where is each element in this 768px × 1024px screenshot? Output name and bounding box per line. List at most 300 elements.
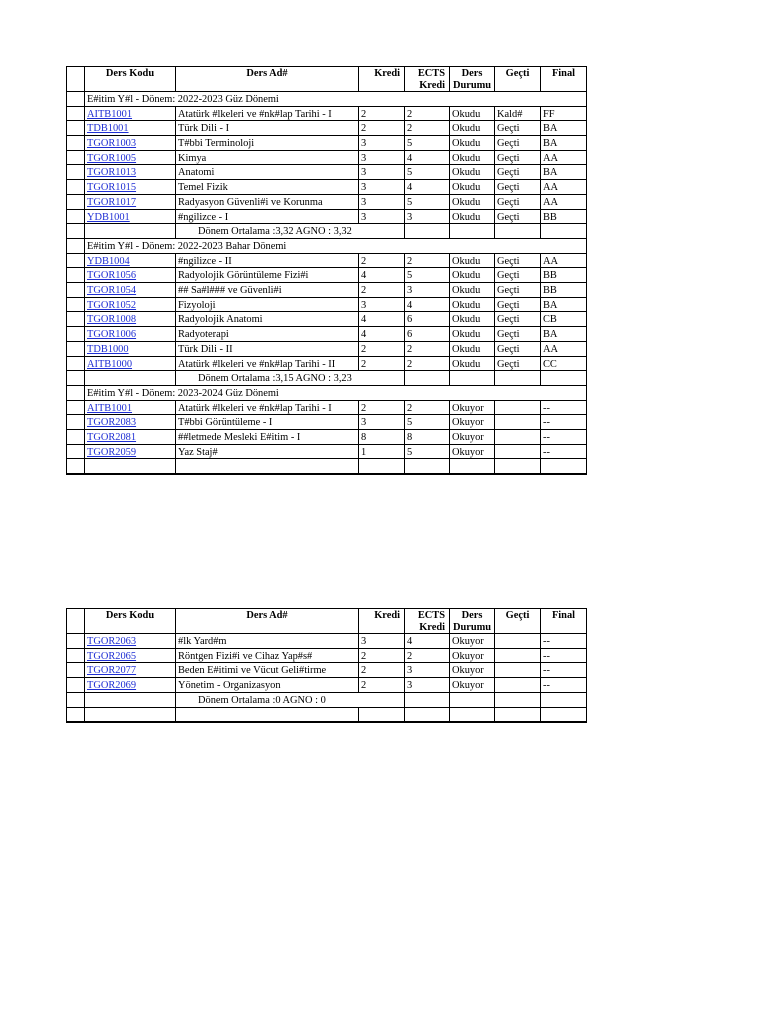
table-border: [586, 253, 587, 268]
table-border: [175, 253, 176, 268]
table-border: [540, 282, 541, 298]
table-border: [175, 341, 176, 357]
table-border: [84, 414, 85, 430]
table-border: [84, 648, 85, 663]
course-ects: 2: [407, 344, 413, 355]
table-border: [358, 707, 359, 722]
course-ects: 2: [407, 123, 413, 134]
course-name: Fizyoloji: [178, 300, 216, 311]
table-border: [84, 66, 85, 92]
course-code-link[interactable]: TGOR1056: [87, 270, 137, 281]
table-border: [540, 135, 541, 151]
table-border: [586, 282, 587, 298]
table-border: [175, 633, 176, 649]
table-border: [449, 135, 450, 151]
table-border: [404, 707, 405, 722]
table-border: [586, 385, 587, 401]
table-border: [494, 253, 495, 268]
table-border: [540, 400, 541, 415]
table-border: [586, 311, 587, 327]
header-ects-kredi: ECTS Kredi: [417, 610, 445, 633]
course-credit: 2: [361, 256, 367, 267]
table-border: [586, 400, 587, 415]
table-border: [358, 326, 359, 342]
table-border: [175, 677, 176, 693]
table-border: [404, 267, 405, 283]
table-border: [540, 370, 541, 386]
empty-cell: [405, 459, 449, 473]
course-final: AA: [543, 344, 559, 355]
table-border: [358, 444, 359, 459]
table-border: [404, 370, 405, 386]
table-border: [449, 150, 450, 165]
course-code-link[interactable]: TGOR1015: [87, 182, 137, 193]
table-border: [586, 179, 587, 195]
course-passed: Geçti: [497, 300, 520, 311]
course-ects: 5: [407, 197, 413, 208]
table-border: [66, 677, 67, 693]
course-code-link[interactable]: TGOR1017: [87, 197, 137, 208]
course-ects: 3: [407, 680, 413, 691]
table-border: [494, 282, 495, 298]
course-status: Okudu: [452, 329, 481, 340]
course-name: Türk Dili - II: [178, 344, 233, 355]
course-code-link[interactable]: TGOR1006: [87, 329, 137, 340]
course-passed: Geçti: [497, 285, 520, 296]
course-final: BA: [543, 167, 558, 178]
table-border: [494, 370, 495, 386]
course-passed: [495, 663, 540, 677]
table-border: [175, 209, 176, 224]
course-final: --: [543, 665, 550, 676]
table-border: [494, 120, 495, 136]
header-gecti: Geçti: [505, 610, 530, 621]
table-border: [358, 179, 359, 195]
table-border: [540, 150, 541, 165]
course-status: Okudu: [452, 285, 481, 296]
course-status: Okuyor: [452, 432, 484, 443]
table-border: [449, 164, 450, 180]
table-border: [66, 253, 67, 268]
table-border: [358, 120, 359, 136]
table-border: [586, 429, 587, 445]
table-border: [84, 692, 85, 708]
table-border: [586, 209, 587, 224]
table-border: [404, 179, 405, 195]
table-border: [404, 297, 405, 312]
table-border: [404, 648, 405, 663]
table-border: [358, 150, 359, 165]
table-border: [175, 66, 176, 92]
course-passed: Geçti: [497, 329, 520, 340]
table-border: [540, 164, 541, 180]
table-border: [404, 677, 405, 693]
table-border: [84, 385, 85, 401]
course-code-link[interactable]: TGOR2081: [87, 432, 137, 443]
course-credit: 3: [361, 138, 367, 149]
table-border: [540, 66, 541, 92]
course-name: Yaz Staj#: [178, 447, 218, 458]
course-status: Okuyor: [452, 665, 484, 676]
table-border: [494, 356, 495, 371]
table-border: [586, 267, 587, 283]
table-border: [404, 458, 405, 474]
table-border: [586, 370, 587, 386]
course-status: Okudu: [452, 270, 481, 281]
table-border: [66, 209, 67, 224]
course-credit: 2: [361, 680, 367, 691]
course-code-link[interactable]: TDB1001: [87, 123, 129, 134]
course-name: ##letmede Mesleki E#itim - I: [178, 432, 301, 443]
course-passed: Geçti: [497, 256, 520, 267]
table-border: [84, 400, 85, 415]
empty-cell: [541, 459, 586, 473]
course-credit: 3: [361, 636, 367, 647]
table-border: [66, 179, 67, 195]
course-code-link[interactable]: TGOR2069: [87, 680, 137, 691]
table-border: [358, 135, 359, 151]
table-border: [449, 677, 450, 693]
course-code-link[interactable]: TGOR1008: [87, 314, 137, 325]
table-border: [586, 414, 587, 430]
course-status: Okuyor: [452, 403, 484, 414]
course-credit: 2: [361, 403, 367, 414]
table-border: [404, 341, 405, 357]
table-border: [175, 135, 176, 151]
table-border: [586, 444, 587, 459]
table-border: [404, 414, 405, 430]
course-ects: 3: [407, 665, 413, 676]
table-border: [84, 106, 85, 121]
table-border: [175, 429, 176, 445]
course-ects: 2: [407, 359, 413, 370]
course-credit: 2: [361, 109, 367, 120]
course-status: Okudu: [452, 256, 481, 267]
course-credit: 3: [361, 417, 367, 428]
table-border: [494, 458, 495, 474]
course-ects: 2: [407, 109, 413, 120]
empty-cell: [495, 708, 540, 721]
table-border: [66, 458, 67, 474]
table-border: [494, 311, 495, 327]
table-border: [66, 633, 67, 649]
table-border: [84, 135, 85, 151]
table-border: [84, 311, 85, 327]
course-status: Okudu: [452, 167, 481, 178]
table-border: [66, 414, 67, 430]
header-ders-adi: Ders Ad#: [246, 68, 288, 79]
table-border: [358, 677, 359, 693]
table-border: [494, 608, 495, 634]
table-border: [66, 135, 67, 151]
table-border: [84, 179, 85, 195]
table-border: [84, 370, 85, 386]
course-code-link[interactable]: TGOR2083: [87, 417, 137, 428]
table-border: [494, 209, 495, 224]
table-border: [175, 444, 176, 459]
course-code-link[interactable]: AITB1001: [87, 403, 133, 414]
course-ects: 2: [407, 256, 413, 267]
course-code-link[interactable]: TGOR1052: [87, 300, 137, 311]
table-border: [449, 179, 450, 195]
table-border: [84, 444, 85, 459]
course-name: #ngilizce - I: [178, 212, 229, 223]
course-ects: 4: [407, 153, 413, 164]
table-border: [494, 326, 495, 342]
table-border: [358, 253, 359, 268]
course-code-link[interactable]: YDB1004: [87, 256, 130, 267]
table-border: [540, 341, 541, 357]
course-status: Okudu: [452, 359, 481, 370]
semester-header: E#itim Y#l - Dönem: 2023-2024 Güz Dönemi: [87, 388, 279, 399]
course-final: AA: [543, 256, 559, 267]
course-final: BB: [543, 270, 557, 281]
course-name: T#bbi Terminoloji: [178, 138, 255, 149]
table-border: [66, 267, 67, 283]
table-border: [449, 370, 450, 386]
course-ects: 8: [407, 432, 413, 443]
course-credit: 2: [361, 651, 367, 662]
course-name: T#bbi Görüntüleme - I: [178, 417, 273, 428]
table-border: [84, 677, 85, 693]
course-name: Anatomi: [178, 167, 215, 178]
course-final: BA: [543, 138, 558, 149]
course-status: Okudu: [452, 300, 481, 311]
header-ects-kredi: ECTS Kredi: [417, 68, 445, 91]
course-code-link[interactable]: TDB1000: [87, 344, 129, 355]
table-border: [586, 692, 587, 708]
table-border: [175, 282, 176, 298]
table-border: [175, 179, 176, 195]
table-border: [358, 194, 359, 210]
table-border: [358, 209, 359, 224]
table-border: [404, 150, 405, 165]
course-code-link[interactable]: TGOR1005: [87, 153, 137, 164]
table-border: [540, 429, 541, 445]
table-border: [449, 662, 450, 678]
empty-cell: [359, 708, 404, 721]
course-ects: 4: [407, 300, 413, 311]
course-status: Okuyor: [452, 636, 484, 647]
table-border: [586, 608, 587, 634]
course-credit: 2: [361, 344, 367, 355]
semester-header: E#itim Y#l - Dönem: 2022-2023 Güz Dönemi: [87, 94, 279, 105]
semester-average: Dönem Ortalama :3,32 AGNO : 3,32: [198, 226, 352, 237]
table-border: [84, 297, 85, 312]
table-border: [84, 608, 85, 634]
table-border: [586, 648, 587, 663]
course-credit: 2: [361, 359, 367, 370]
course-name: #lk Yard#m: [178, 636, 227, 647]
table-border: [66, 385, 67, 401]
table-border: [449, 209, 450, 224]
table-border: [175, 311, 176, 327]
course-status: Okudu: [452, 344, 481, 355]
table-border: [175, 223, 176, 239]
table-border: [404, 356, 405, 371]
table-border: [66, 194, 67, 210]
table-border: [494, 707, 495, 722]
course-code-link[interactable]: YDB1001: [87, 212, 130, 223]
table-border: [404, 692, 405, 708]
table-border: [540, 179, 541, 195]
table-border: [586, 120, 587, 136]
course-final: AA: [543, 197, 559, 208]
table-border: [404, 326, 405, 342]
course-code-link[interactable]: TGOR2077: [87, 665, 137, 676]
course-code-link[interactable]: AITB1001: [87, 109, 133, 120]
table-border: [494, 444, 495, 459]
table-border: [404, 164, 405, 180]
empty-cell: [405, 708, 449, 721]
course-credit: 3: [361, 212, 367, 223]
table-border: [84, 164, 85, 180]
table-border: [449, 458, 450, 474]
course-passed: [495, 634, 540, 648]
table-border: [540, 297, 541, 312]
table-border: [66, 662, 67, 678]
table-border: [404, 135, 405, 151]
table-border: [449, 282, 450, 298]
table-border: [66, 473, 587, 475]
course-credit: 1: [361, 447, 367, 458]
course-name: Radyolojik Anatomi: [178, 314, 263, 325]
table-border: [358, 106, 359, 121]
table-border: [540, 707, 541, 722]
table-border: [404, 282, 405, 298]
table-border: [586, 135, 587, 151]
course-passed: [495, 430, 540, 444]
table-border: [175, 458, 176, 474]
course-final: FF: [543, 109, 555, 120]
table-border: [540, 414, 541, 430]
table-border: [175, 164, 176, 180]
table-border: [175, 194, 176, 210]
table-border: [358, 356, 359, 371]
course-final: --: [543, 447, 550, 458]
table-border: [586, 66, 587, 92]
table-border: [84, 341, 85, 357]
table-border: [449, 341, 450, 357]
table-border: [175, 648, 176, 663]
table-border: [449, 356, 450, 371]
table-border: [540, 120, 541, 136]
course-code-link[interactable]: TGOR2063: [87, 636, 137, 647]
table-border: [449, 253, 450, 268]
course-final: --: [543, 432, 550, 443]
table-border: [358, 608, 359, 634]
table-border: [66, 238, 67, 254]
course-passed: Geçti: [497, 314, 520, 325]
table-border: [540, 444, 541, 459]
table-border: [84, 194, 85, 210]
table-border: [586, 341, 587, 357]
table-border: [66, 297, 67, 312]
table-border: [449, 414, 450, 430]
header-kredi: Kredi: [374, 610, 400, 621]
course-status: Okuyor: [452, 680, 484, 691]
course-code-link[interactable]: AITB1000: [87, 359, 133, 370]
table-border: [586, 238, 587, 254]
table-border: [175, 267, 176, 283]
course-code-link[interactable]: TGOR1003: [87, 138, 137, 149]
table-border: [66, 608, 67, 634]
course-passed: [495, 445, 540, 458]
course-ects: 5: [407, 447, 413, 458]
course-code-link[interactable]: TGOR1054: [87, 285, 137, 296]
table-border: [540, 311, 541, 327]
course-final: --: [543, 403, 550, 414]
course-final: AA: [543, 153, 559, 164]
empty-cell: [176, 459, 358, 473]
semester-average: Dönem Ortalama :0 AGNO : 0: [198, 695, 326, 706]
course-final: BA: [543, 300, 558, 311]
table-border: [66, 311, 67, 327]
table-border: [175, 707, 176, 722]
table-border: [404, 633, 405, 649]
table-border: [586, 326, 587, 342]
table-border: [494, 633, 495, 649]
course-name: Beden E#itimi ve Vücut Geli#tirme: [178, 665, 327, 676]
empty-cell: [85, 459, 175, 473]
table-border: [358, 164, 359, 180]
course-passed: [495, 401, 540, 414]
course-name: Radyolojik Görüntüleme Fizi#i: [178, 270, 309, 281]
table-border: [449, 400, 450, 415]
empty-cell: [176, 708, 358, 721]
table-border: [449, 194, 450, 210]
table-border: [66, 356, 67, 371]
course-final: --: [543, 680, 550, 691]
course-status: Okuyor: [452, 417, 484, 428]
course-final: CB: [543, 314, 557, 325]
table-border: [540, 356, 541, 371]
course-ects: 5: [407, 270, 413, 281]
table-border: [66, 164, 67, 180]
table-border: [84, 662, 85, 678]
course-code-link[interactable]: TGOR1013: [87, 167, 137, 178]
table-border: [540, 662, 541, 678]
table-border: [540, 326, 541, 342]
course-status: Okuyor: [452, 447, 484, 458]
table-border: [449, 311, 450, 327]
table-border: [404, 194, 405, 210]
table-border: [66, 120, 67, 136]
table-border: [66, 608, 587, 609]
course-code-link[interactable]: TGOR2065: [87, 651, 137, 662]
course-status: Okudu: [452, 109, 481, 120]
table-border: [586, 223, 587, 239]
table-border: [66, 444, 67, 459]
course-name: Atatürk #lkeleri ve #nk#lap Tarihi - I: [178, 403, 332, 414]
header-ders-durumu: Ders Durumu: [452, 68, 492, 91]
course-final: BA: [543, 123, 558, 134]
course-status: Okuyor: [452, 651, 484, 662]
table-border: [66, 106, 67, 121]
course-code-link[interactable]: TGOR2059: [87, 447, 137, 458]
empty-cell: [85, 708, 175, 721]
table-border: [586, 707, 587, 722]
course-status: Okudu: [452, 197, 481, 208]
table-border: [449, 267, 450, 283]
course-status: Okudu: [452, 153, 481, 164]
table-border: [84, 356, 85, 371]
table-border: [540, 106, 541, 121]
table-border: [66, 66, 67, 92]
table-border: [494, 414, 495, 430]
table-border: [540, 253, 541, 268]
course-status: Okudu: [452, 212, 481, 223]
